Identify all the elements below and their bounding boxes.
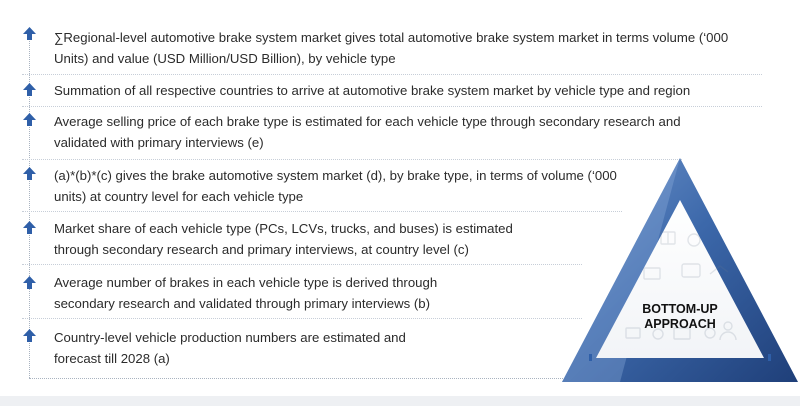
up-arrow-icon bbox=[22, 112, 37, 127]
step-text: Summation of all respective countries to arrive at automotive brake system market by vehicle type and region bbox=[54, 83, 691, 98]
up-arrow-icon bbox=[22, 220, 37, 235]
step-divider bbox=[22, 318, 582, 319]
approach-triangle bbox=[560, 156, 800, 384]
step-text: ∑Regional-level automotive brake system market gives total automotive brake system market in terms volume (‘000 Units) and value (USD Million/USD Billion), by vehicle type bbox=[54, 30, 729, 66]
step-divider bbox=[22, 264, 582, 265]
step-text: Average number of brakes in each vehicle type is derived through secondary research and validated through primary interviews (b) bbox=[54, 275, 438, 311]
triangle-graphic bbox=[560, 156, 800, 384]
up-arrow-icon bbox=[22, 328, 37, 343]
step-text: Average selling price of each brake type is estimated for each vehicle type through secondary research and validated with primary interviews (e) bbox=[54, 114, 681, 150]
step-divider bbox=[22, 106, 762, 107]
step-text: Market share of each vehicle type (PCs, LCVs, trucks, and buses) is estimated through secondary research and primary interviews, at country level (c) bbox=[54, 221, 513, 257]
step-divider bbox=[22, 211, 622, 212]
step-text: (a)*(b)*(c) gives the brake automotive system market (d), by brake type, in terms of volume (‘000 units) at country level for each vehicle type bbox=[54, 168, 617, 204]
up-arrow-icon bbox=[22, 82, 37, 97]
approach-label-line-2: APPROACH bbox=[644, 317, 716, 331]
approach-label bbox=[560, 302, 800, 332]
up-arrow-icon bbox=[22, 275, 37, 290]
up-arrow-icon bbox=[22, 166, 37, 181]
step-divider bbox=[22, 74, 762, 75]
up-arrow-icon bbox=[22, 26, 37, 41]
approach-label-line-1: BOTTOM-UP bbox=[642, 302, 718, 316]
step-text: Country-level vehicle production numbers are estimated and forecast till 2028 (a) bbox=[54, 330, 406, 366]
bottom-band bbox=[0, 396, 800, 406]
